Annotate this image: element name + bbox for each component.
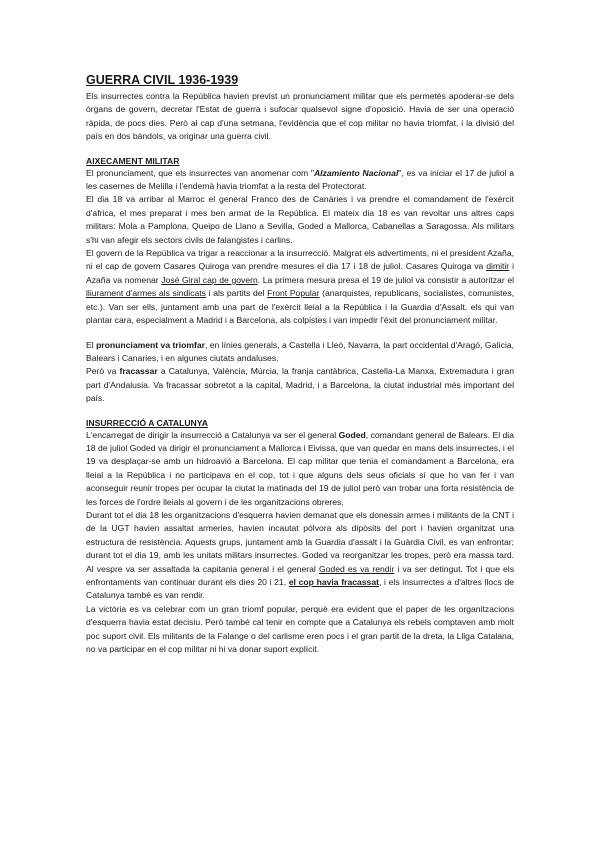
text: , comandant general de Balears. El dia 18 de juliol Goded va dirigir el pronunciament a Mallorca i Eivissa, que van quedar en mans dels insurrectes, i el 19 va desplaçar-se amb un hidroavió a Barcelona. El cap militar que tenia el comandament a Barcelona, era lleial a la República i no participava en el cop, tot i que alguns dels seus oficials sí que ho van fer i van aconseguir reunir tropes per ocupar la ciutat la matinada del 19 de juliol però van trobar una forta resistència de les forces de l'ordre lleials al govern i de les organitzacions obreres.	[86, 429, 514, 507]
text: a Catalunya, València, Múrcia, la franja cantàbrica, Castella-La Manxa, Extremadura i gran part d'Andalusia. Va fracassar sobretot a la capital, Madrid, i a Barcelona, la ciutat industrial més important del país.	[86, 366, 514, 404]
text: Però va	[86, 366, 120, 377]
text: Durant tot el dia 18 les organitzacions d'esquerra havien demanat que els donessin armes i militants de la CNT i de la UGT havien assaltat armeries, havien incautat pólvora als dipòsits del port i havien organitzat una estructura de resistència. Aquests grups, juntament amb la Guardia d'assalt i la Guàrdia Civil, es van enfrontar; durant tot el dia 19, amb les unitats militars insurrectes. Goded va reorganitzar les tropes, però era massa tard. Al vespre va ser assaltada la capitania general i el general	[86, 509, 514, 574]
intro-paragraph: Els insurrectes contra la República havien previst un pronunciament militar que els permetés apoderar-se dels òrgans de govern, decretar l'Estat de guerra i sufocar qualsevol signe d'oposició. Havia de ser una operació ràpida, de pocs dies. Però al cap d'una setmana, l'evidència que el cop militar no havia triomfat, i la divisió del país en dos bàndols, va originar una guerra civil.	[86, 91, 514, 142]
paragraph: El dia 18 va arribar al Marroc el general Franco des de Canàries i va prendre el comandament de l'exèrcit d'africa, el mes preparat i mes ben armat de la República. El mateix dia 18 es van revoltar uns altres caps militars: Mola a Pamplona, Queipo de Llano a Sevilla, Goded a Mallorca, Cabanellas a Saragossa. Als militars s'hi van afegir els sectors civils de falangistes i carlins.	[86, 194, 514, 245]
section-heading-insurreccio: INSURRECCIÓ A CATALUNYA	[86, 417, 208, 428]
emphasis-text: Alzamiento Nacional	[313, 167, 399, 178]
underlined-text: Goded es va rendir	[318, 563, 395, 574]
paragraph	[86, 167, 514, 194]
paragraph	[86, 429, 514, 509]
paragraph: La victòria es va celebrar com un gran triomf popular, perquè era evident que el paper de les organitzacions d'esquerra havia estat decisiu. Però també cal tenir en compte que a Catalunya els rebels comptaven amb molt poc suport civil. Els militants de la Falange o del carlisme eren pocs i el gran partit de la dreta, la Lliga Catalana, no va participar en el cop militar ni hi va donar suport explícit.	[86, 603, 514, 655]
text: El pronunciament, que els insurrectes van anomenar com "	[86, 167, 314, 178]
text: ", es va iniciar el 17 de juliol a les casernes de Melilla i l'endemà havia triomfat a la resta del Protectorat.	[86, 167, 515, 192]
section-heading-aixecament: AIXECAMENT MILITAR	[86, 155, 180, 166]
underlined-text: José Giral cap de govern	[161, 274, 258, 285]
text: , i els insurrectes a d'altres llocs de Catalunya també es van rendir.	[86, 577, 514, 601]
text: . La primera mesura presa el 19 de juliol va consistir a autoritzar el	[257, 274, 515, 285]
text: L'encarregat de dirigir la insurrecció a Catalunya va ser el general	[86, 429, 339, 440]
document-title: GUERRA CIVIL 1936-1939	[86, 73, 239, 87]
underlined-bold-text: el cop havia fracassat	[288, 577, 379, 587]
bold-text: pronunciament va triomfar	[96, 339, 205, 350]
underlined-text: Front Popular	[267, 288, 320, 299]
text: , en línies generals, a Castella i Lleó, Navarra, la part occidental d'Aragó, Galícia, Balears i Canaries, i en algunes ciutats andaluses.	[86, 339, 515, 363]
bold-text: fracassar	[119, 366, 158, 377]
text: i Azaña va nomenar	[86, 261, 514, 285]
paragraph	[86, 247, 514, 327]
text: i va ser detingut. Tot i que els enfrontaments van continuar durant els dies 20 i 21,	[86, 563, 514, 587]
text: El	[86, 339, 97, 350]
underlined-text: lliurament d'armes als sindicats	[86, 288, 206, 299]
paragraph	[86, 509, 514, 603]
text: (anarquistes, republicans, socialistes, comunistes, etc.). Van ser ells, juntament amb una part de l'exèrcit lleial a la República i la Guardia d'Assalt, els qui van plantar cara, especialment a Madrid i a Barcelona, als colpistes i van impedir l'èxit del pronunciament militar.	[86, 288, 515, 326]
paragraph	[86, 339, 514, 366]
bold-text: Goded	[338, 429, 366, 440]
underlined-text: dimitir	[486, 261, 510, 272]
text: El govern de la República va trigar a reaccionar a la insurrecció. Malgrat els advertiments, ni el president Azaña, ni el cap de govern Casares Quiroga van prendre mesures el dia 17 i 18 de juliol. Casares Quiroga va	[86, 248, 514, 272]
paragraph	[86, 365, 514, 405]
text: i als partits del	[205, 288, 268, 299]
